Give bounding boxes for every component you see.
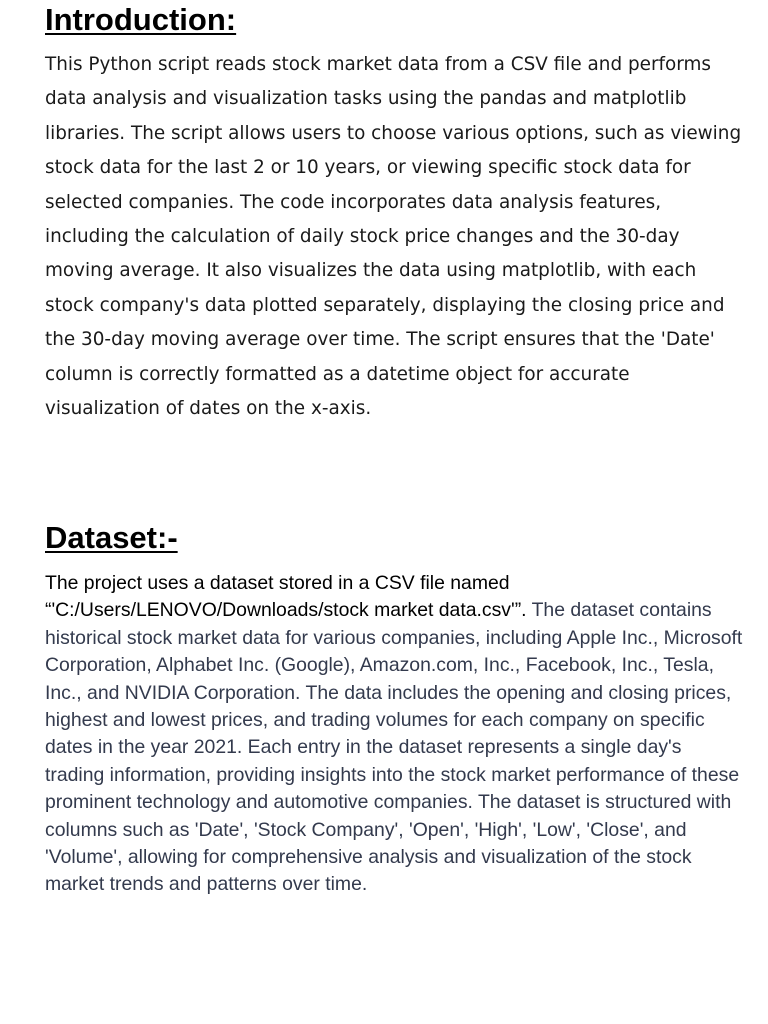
- introduction-heading: Introduction:: [45, 2, 237, 37]
- dataset-heading: Dataset:-: [45, 520, 178, 555]
- dataset-file-sentence: The project uses a dataset stored in a CSV file named “'C:/Users/LENOVO/Downloads/stock market data.csv'”.: [45, 572, 527, 622]
- introduction-paragraph: This Python script reads stock market data from a CSV file and performs data analysis and visualization tasks using the pandas and matplotlib libraries. The script allows users to choose various options, such as viewing stock data for the last 2 or 10 years, or viewing specific stock data for selected companies. The code incorporates data analysis features, including the calculation of daily stock price changes and the 30-day moving average. It also visualizes the data using matplotlib, with each stock company's data plotted separately, displaying the closing price and the 30-day moving average over time. The script ensures that the 'Date' column is correctly formatted as a datetime object for accurate visualization of dates on the x-axis.: [45, 54, 742, 420]
- dataset-description: The dataset contains historical stock market data for various companies, including Apple Inc., Microsoft Corporation, Alphabet Inc. (Google), Amazon.com, Inc., Facebook, Inc., Tesla, Inc., and NVIDIA Corporation. The data includes the opening and closing prices, highest and lowest prices, and trading volumes for each company on specific dates in the year 2021. Each entry in the dataset represents a single day's trading information, providing insights into the stock market performance of these prominent technology and automotive companies. The dataset is structured with columns such as 'Date', 'Stock Company', 'Open', 'High', 'Low', 'Close', and 'Volume', allowing for comprehensive analysis and visualization of the stock market trends and patterns over time.: [45, 599, 743, 896]
- dataset-paragraph: [45, 570, 745, 899]
